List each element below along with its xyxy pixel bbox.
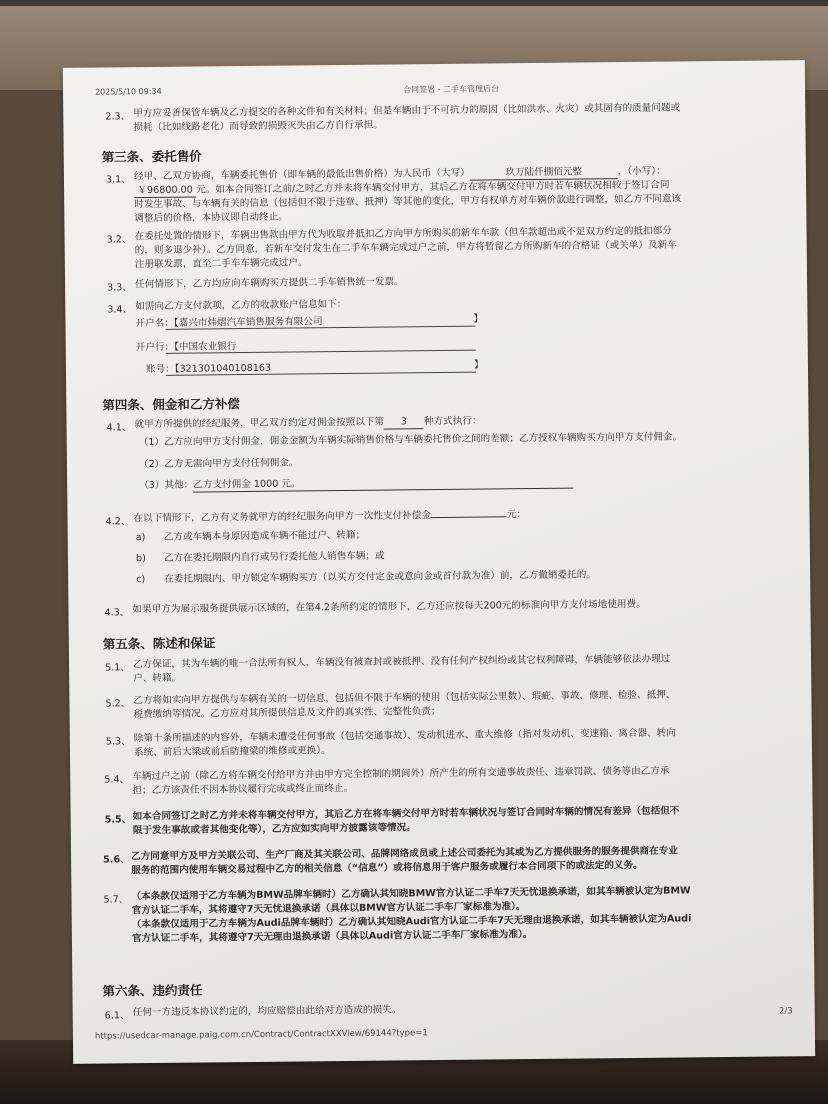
clause-text: （本条款仅适用于乙方车辆为Audi品牌车辆时）乙方确认其知晓Audi官方认证二手车7天无理由退换承诺，如其车辆被认定为Audi — [131, 913, 692, 931]
clause-text: （本条款仅适用于乙方车辆为BMW品牌车辆时）乙方确认其知晓BMW官方认证二手车7天无忧退换承诺，如其车辆被认定为BMW — [131, 885, 691, 903]
clause-text: 甲方应妥善保管车辆及乙方提交的各种文件和有关材料；但是车辆由于不可抗力的原因（比如洪水、火灾）或其固有的质量问题或 — [133, 102, 681, 120]
list-item: 乙方在委托期限内自行或另行委托他人销售车辆；或 — [163, 550, 385, 564]
other-commission: 乙方支付佣金 1000 元。 — [193, 476, 573, 493]
clause-number: 5.5、 — [104, 814, 132, 826]
option-text: （2）乙方无需向甲方支付任何佣金。 — [138, 457, 299, 471]
clause-number: 2.3、 — [105, 111, 131, 123]
clause-number: 3.3、 — [107, 282, 133, 294]
clause-number: 5.6、 — [103, 854, 130, 866]
clause-number: 3.4、 — [107, 304, 133, 316]
clause-number: 3.2、 — [106, 234, 132, 246]
list-label: a) — [135, 532, 146, 544]
list-item: 在委托期限内、甲方锁定车辆购买方（以买方交付定金或意向金或首付款为准）前，乙方撤销委托的。 — [164, 569, 596, 585]
clause-number: 4.2、 — [105, 516, 131, 528]
option-text: （1）乙方应向甲方支付佣金，佣金金额为车辆实际销售价格与车辆委托售价之间的差额；乙方授权车辆购买方向甲方支付佣金。 — [138, 431, 683, 449]
list-item: 乙方或车辆本身原因造成车辆不能过户、转籍； — [163, 529, 366, 543]
account-bank: 中国农业银行 — [178, 341, 237, 353]
clause-text: 在委托处置的情形下，车辆出售款由甲方代为收取并抵扣乙方向甲方所购买的新车车款（但车款超出或不足双方约定的抵扣部分 — [134, 225, 672, 243]
section-heading: 第六条、违约责任 — [102, 982, 203, 999]
section-heading: 第五条、陈述和保证 — [102, 635, 216, 652]
clause-text: 乙方将如实向甲方提供与车辆有关的一切信息，包括但不限于车辆的使用（包括实际公里数）、瑕疵、事故、修理、检验、抵押、 — [133, 689, 676, 707]
clause-text: 官方认证二手车，其将遵守7天无理由退换承诺（具体以Audi官方认证二手车厂家标准为准）。 — [131, 929, 533, 945]
bracket: 】 — [473, 313, 484, 325]
print-datetime: 2025/5/10 09:34 — [95, 86, 162, 97]
option-text: （3）其他：乙方支付佣金 1000 元。 — [139, 476, 573, 494]
clause-number: 5.3、 — [105, 736, 131, 748]
clause-text: 损耗（比如线路老化）而导致的损毁灭失由乙方自行承担。 — [133, 119, 383, 134]
clause-text: 系统、前后大梁或前后防撞梁的维修或更换）。 — [133, 745, 331, 759]
contract-page — [63, 60, 815, 1064]
clause-text: 任何情形下，乙方均应向车辆购买方提供二手车销售统一发票。 — [135, 276, 404, 291]
commission-method-choice: 3 — [384, 416, 424, 429]
section-heading: 第四条、佣金和乙方补偿 — [102, 396, 240, 413]
clause-text: 时发生事故、与车辆有关的信息（包括但不限于违章、抵押）等其他的变化，甲方有权单方对车辆价款进行调整，如乙方不同意该 — [134, 193, 682, 211]
account-bank-row: 开户行：【中国农业银行 — [135, 341, 237, 354]
account-number-row: 账号：【32130104010816​3 — [145, 362, 272, 376]
account-number: 32130104010816​3 — [179, 362, 272, 375]
print-title: 合同签署 - 二手车管理后台 — [403, 84, 500, 95]
page-number: 2/3 — [778, 1006, 793, 1017]
compensation-amount — [431, 516, 507, 518]
price-in-figures: ￥96800.00 — [134, 185, 196, 199]
background-edge — [0, 0, 828, 6]
clause-text: 在以下情形下，乙方有义务就甲方的经纪服务向甲方一次性支付补偿金 元： — [133, 509, 527, 525]
list-label: c) — [136, 574, 146, 586]
clause-text: 除第十条所描述的内容外，车辆未遭受任何事故（包括交通事故）、发动机进水、重大维修（指对发动机、变速箱、离合器、转向 — [133, 727, 676, 745]
clause-number: 5.4、 — [104, 774, 130, 786]
clause-text: 官方认证二手车，其将遵守7天无忧退换承诺（具体以BMW官方认证二手车厂家标准为准）。 — [131, 901, 526, 917]
clause-text: 车辆过户之前（除乙方将车辆交付给甲方并由甲方完全控制的期间外）所产生的所有交通事故责任、违章罚款、债务等由乙方承 — [132, 765, 670, 783]
clause-number: 3.1、 — [105, 174, 131, 186]
clause-number: 5.1、 — [105, 662, 131, 674]
clause-text: 经甲、乙双方协商，车辆委托售价（即车辆的最低出售价格）为人民币（大写） 玖万陆仟捌佰元整 ，（小写）： — [133, 165, 666, 183]
print-url: https://usedcar-manage.paig.com.cn/Contract/ContractXXView/69144?type=1 — [94, 1028, 428, 1042]
clause-text: 任何一方违反本协议约定的，均应赔偿由此给对方造成的损失。 — [132, 1004, 402, 1019]
clause-number: 5.7、 — [103, 894, 129, 906]
clause-number: 4.1、 — [106, 422, 132, 434]
clause-text: 服务的范围内使用车辆交易过程中乙方的相关信息（“信息”）或将信息用于客户服务或履行本合同项下的或法定的义务。 — [131, 859, 643, 877]
price-in-words: 玖万陆仟捌佰元整 — [470, 166, 618, 181]
clause-text: 乙方保证，其为车辆的唯一合法所有权人，车辆没有被查封或被抵押、没有任何产权纠纷或其它权利障碍，车辆能够依法办理过 — [133, 653, 671, 671]
clause-number: 6.1、 — [104, 1010, 130, 1022]
clause-text: 调整后的价格，本协议即自动终止。 — [134, 211, 288, 225]
clause-text: 乙方同意甲方及甲方关联公司、生产厂商及其关联公司、品牌网络成员或上述公司委托为其或为乙方提供服务的服务提供商在专业 — [131, 845, 678, 863]
clause-text: 如果甲方为展示服务提供展示区域的，在第4.2条所约定的情形下，乙方还应按每天200元的标准向甲方支付场地使用费。 — [132, 598, 646, 616]
section-heading: 第三条、委托售价 — [101, 148, 202, 165]
clause-text: 限于发生事故或者其他变化等），乙方应如实向甲方披露该等情况。 — [132, 822, 416, 837]
bracket: 】 — [473, 359, 484, 371]
clause-text: 担；乙方该责任不因本协议履行完成或终止而终止。 — [132, 782, 354, 797]
clause-text: 注册联发票，直至二手车车辆完成过户。 — [134, 257, 308, 271]
list-label: b) — [135, 553, 146, 565]
clause-text: 户、转籍。 — [133, 672, 182, 685]
account-name-row: 开户名：【嘉兴市炜熠汽车销售服务有限公司 — [135, 316, 323, 330]
clause-text: 的，则多退少补）。乙方同意，若新车交付发生在二手车车辆完成过户之前，甲方将暂留乙方所购新车的合格证（或关单）及新车 — [134, 239, 677, 257]
account-name: 嘉兴市炜熠汽车销售服务有限公司 — [178, 316, 323, 329]
clause-number: 5.2、 — [105, 698, 131, 710]
clause-text: ￥96800.00 元。如本合同签订之前/之时乙方并未将车辆交付甲方，其后乙方在将车辆交付甲方时若车辆状况相较于签订合同 — [134, 180, 669, 199]
clause-text: 如本合同签订之时乙方并未将车辆交付甲方，其后乙方在将车辆交付甲方时若车辆状况与签订合同时车辆的情况有差异（包括但不 — [132, 805, 680, 823]
clause-text: 就甲方所提供的经纪服务，甲乙双方约定对佣金按照以下第 3 种方式执行： — [134, 415, 482, 431]
clause-number: 4.3、 — [104, 607, 130, 619]
clause-text: 税费缴纳等情况。乙方应对其所提供信息及文件的真实性、完整性负责； — [133, 705, 441, 721]
clause-text: 如需向乙方支付款项，乙方的收款账户信息如下： — [135, 298, 347, 313]
